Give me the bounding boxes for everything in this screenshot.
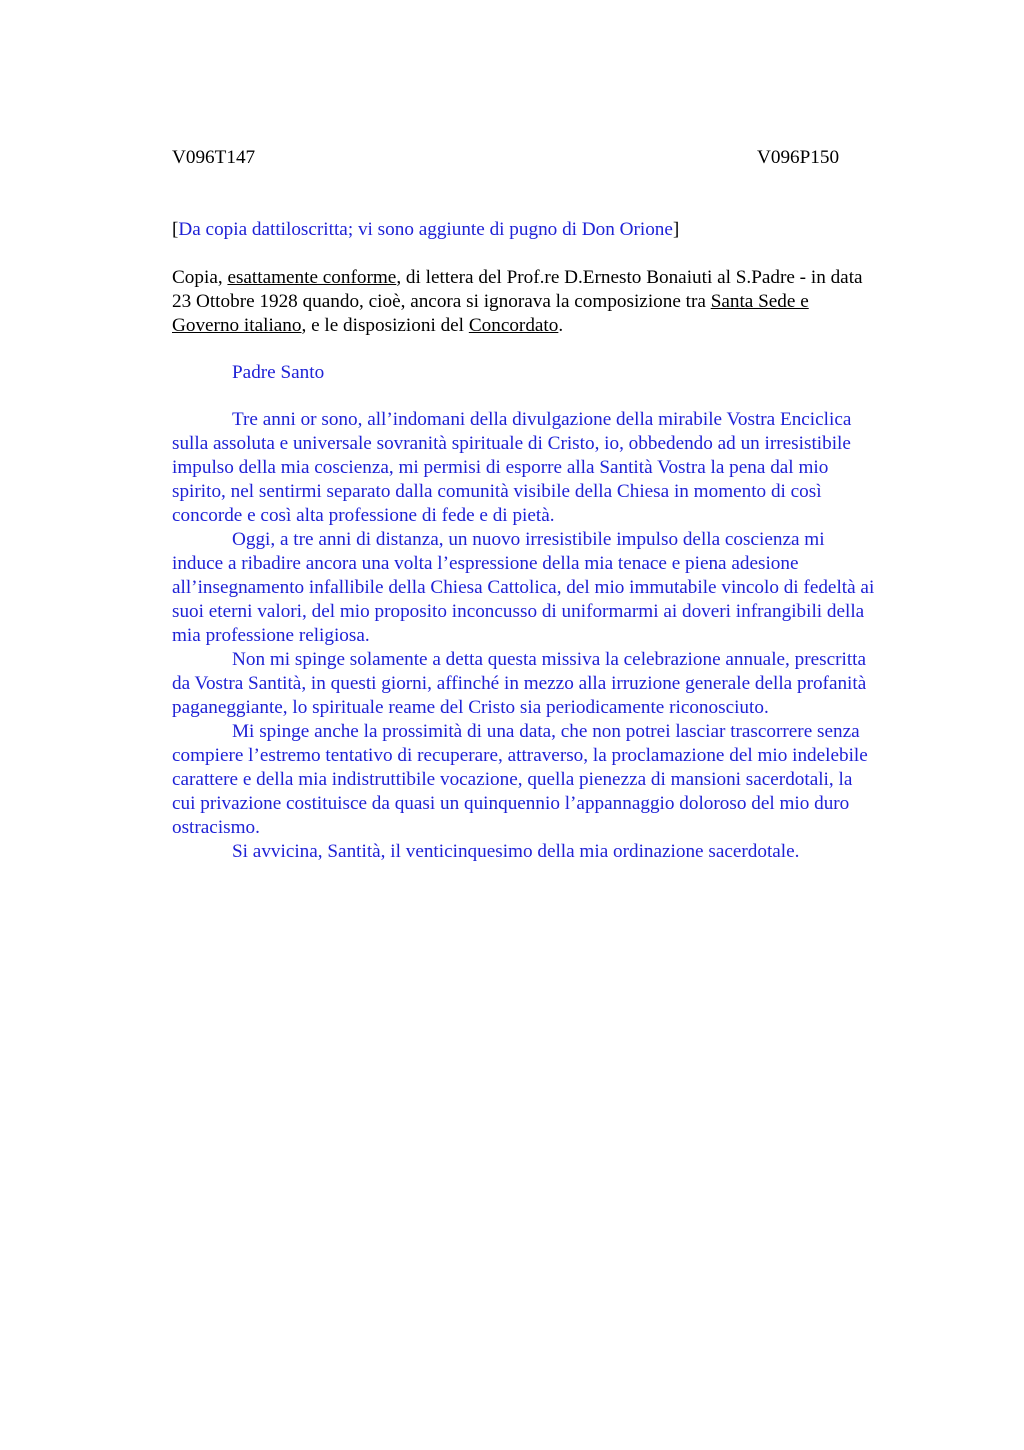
letter-line: induce a ribadire ancora una volta l’espressione della mia tenace e piena adesione <box>172 553 799 574</box>
header-left-code: V096T147 <box>172 147 256 168</box>
intro-underlined-text: Governo italiano <box>172 315 302 336</box>
letter-line: paganeggiante, lo spirituale reame del Cristo sia periodicamente riconosciuto. <box>172 697 769 718</box>
letter-line: carattere e della mia indistruttibile vocazione, quella pienezza di mansioni sacerdotali, la <box>172 769 853 790</box>
source-note-text: Da copia dattiloscritta; vi sono aggiunte di pugno di Don Orione <box>178 219 673 240</box>
intro-line-3 <box>172 314 932 338</box>
intro-text: . <box>558 315 564 336</box>
intro-line-2 <box>172 290 932 314</box>
intro-text: 23 Ottobre 1928 quando, cioè, ancora si ignorava la composizione tra <box>172 291 711 312</box>
letter-line: impulso della mia coscienza, mi permisi di esporre alla Santità Vostra la pena dal mio <box>172 457 829 478</box>
intro-paragraph <box>172 266 932 338</box>
letter-line: suoi eterni valori, del mio proposito inconcusso di uniformarmi ai doveri infrangibili della <box>172 601 865 622</box>
letter-salutation: Padre Santo <box>232 362 325 383</box>
letter-line: da Vostra Santità, in questi giorni, affinché in mezzo alla irruzione generale della profanità <box>172 673 867 694</box>
intro-text: Copia, <box>172 267 228 288</box>
source-note-open-bracket: [ <box>172 219 179 240</box>
source-note-close-bracket: ] <box>672 219 680 240</box>
letter-line: ostracismo. <box>172 817 260 838</box>
letter-line: mia professione religiosa. <box>172 625 370 646</box>
header-right-code: V096P150 <box>757 147 840 168</box>
letter-line: Mi spinge anche la prossimità di una data, che non potrei lasciar trascorrere senza <box>232 721 860 742</box>
intro-text: , e le disposizioni del <box>301 315 469 336</box>
letter-line: sulla assoluta e universale sovranità spirituale di Cristo, io, obbedendo ad un irresistibile <box>172 433 851 454</box>
letter-line: Non mi spinge solamente a detta questa missiva la celebrazione annuale, prescritta <box>232 649 867 670</box>
letter-line: Oggi, a tre anni di distanza, un nuovo irresistibile impulso della coscienza mi <box>232 529 825 550</box>
letter-line: Tre anni or sono, all’indomani della divulgazione della mirabile Vostra Enciclica <box>232 409 852 430</box>
intro-line-1 <box>172 266 932 290</box>
letter-line: cui privazione costituisce da quasi un quinquennio l’appannaggio doloroso del mio duro <box>172 793 850 814</box>
letter-line: all’insegnamento infallibile della Chiesa Cattolica, del mio immutabile vincolo di fedeltà ai <box>172 577 875 598</box>
intro-underlined-text: Santa Sede e <box>710 291 809 312</box>
letter-line: concorde e così alta professione di fede e di pietà. <box>172 505 555 526</box>
letter-line: compiere l’estremo tentativo di recuperare, attraverso, la proclamazione del mio indelebile <box>172 745 868 766</box>
intro-text: , di lettera del Prof.re D.Ernesto Bonaiuti al S.Padre - in data <box>396 267 863 288</box>
source-note <box>172 218 932 242</box>
intro-underlined-text: Concordato <box>468 315 559 336</box>
intro-underlined-text: esattamente conforme <box>227 267 397 288</box>
letter-line: Si avvicina, Santità, il venticinquesimo della mia ordinazione sacerdotale. <box>232 841 800 862</box>
letter-line: spirito, nel sentirmi separato dalla comunità visibile della Chiesa in momento di così <box>172 481 822 502</box>
letter-body <box>172 408 942 864</box>
